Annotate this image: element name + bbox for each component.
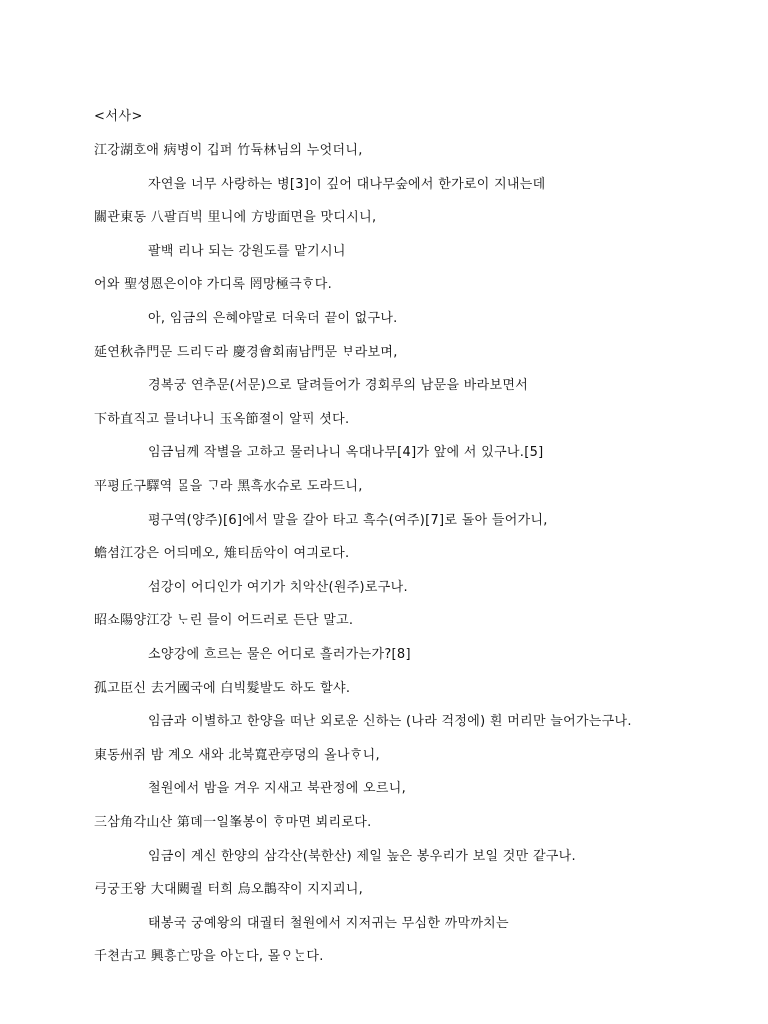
original-verse-line: 東동州쥐 밤 계오 새와 北북寬관亭뎡의 올나ᄒᆞ니, (94, 748, 380, 763)
translation-line: 자연을 너무 사랑하는 병[3]이 깊어 대나무숲에서 한가로이 지내는데 (148, 177, 546, 192)
translation-line: 경복궁 연추문(서문)으로 달려들어가 경회루의 남문을 바라보면서 (148, 378, 529, 393)
original-verse-line: 三삼角각山산 第뎨一일峯봉이 ᄒᆞ마면 뵈리로다. (94, 815, 372, 830)
original-verse-line: 어와 聖셩恩은이야 가디록 罔망極극ᄒᆞ다. (94, 277, 333, 292)
translation-line: 팔백 리나 되는 강원도를 맡기시니 (148, 244, 346, 259)
original-verse-line: 下하直직고 믈너나니 玉옥節졀이 알ᄑᆡ 셧다. (94, 412, 350, 427)
original-verse-line: 孤고臣신 去거國국에 白빅髮발도 하도 할샤. (94, 681, 351, 696)
translation-line: 아, 임금의 은혜야말로 더욱더 끝이 없구나. (148, 311, 398, 326)
original-verse-line: 平평丘구驛역 ᄆᆞᆯ을 ᄀᆞ라 黑흑水슈로 도라드니, (94, 479, 363, 494)
translation-line: 철원에서 밤을 겨우 지새고 북관정에 오르니, (148, 781, 407, 796)
translation-line: 소양강에 흐르는 물은 어디로 흘러가는가?[8] (148, 647, 411, 662)
translation-line: 임금이 계신 한양의 삼각산(북한산) 제일 높은 봉우리가 보일 것만 같구나. (148, 849, 576, 864)
original-verse-line: 延연秋츄門문 드리ᄃᆞ라 慶경會회南남門문 ᄇᆞ라보며, (94, 345, 398, 360)
original-verse-line: 江강湖호애 病병이 깁퍼 竹듁林님의 누엇더니, (94, 143, 363, 158)
translation-line: 임금과 이별하고 한양을 떠난 외로운 신하는 (나라 걱정에) 흰 머리만 늘어가는구나. (148, 714, 632, 729)
original-verse-line: 昭쇼陽양江강 ᄂᆞ린 믈이 어드러로 든단 말고. (94, 613, 354, 628)
translation-line: 평구역(양주)[6]에서 말을 갈아 타고 흑수(여주)[7]로 돌아 들어가니, (148, 513, 548, 528)
original-verse-line: 蟾셤江강은 어듸메오, 雉티岳악이 여긔로다. (94, 546, 350, 561)
original-verse-line: 關관東동 八팔百빅 里니에 方방面면을 맛디시니, (94, 210, 377, 225)
translation-line: 임금님께 작별을 고하고 물러나니 옥대나무[4]가 앞에 서 있구나.[5] (148, 445, 544, 460)
translation-line: 섬강이 어디인가 여기가 치악산(원주)로구나. (148, 580, 408, 595)
original-verse-line: 弓궁王왕 大대闕궐 터희 烏오鵲쟉이 지지괴니, (94, 882, 364, 897)
original-verse-line: 千쳔古고 興흥亡망을 아ᄂᆞᆫ다, 몰ᄋᆞᄂᆞᆫ다. (94, 949, 324, 964)
translation-line: 태봉국 궁예왕의 대궐터 철원에서 지저귀는 무심한 까막까치는 (148, 916, 509, 931)
section-heading: <서사> (94, 109, 143, 124)
